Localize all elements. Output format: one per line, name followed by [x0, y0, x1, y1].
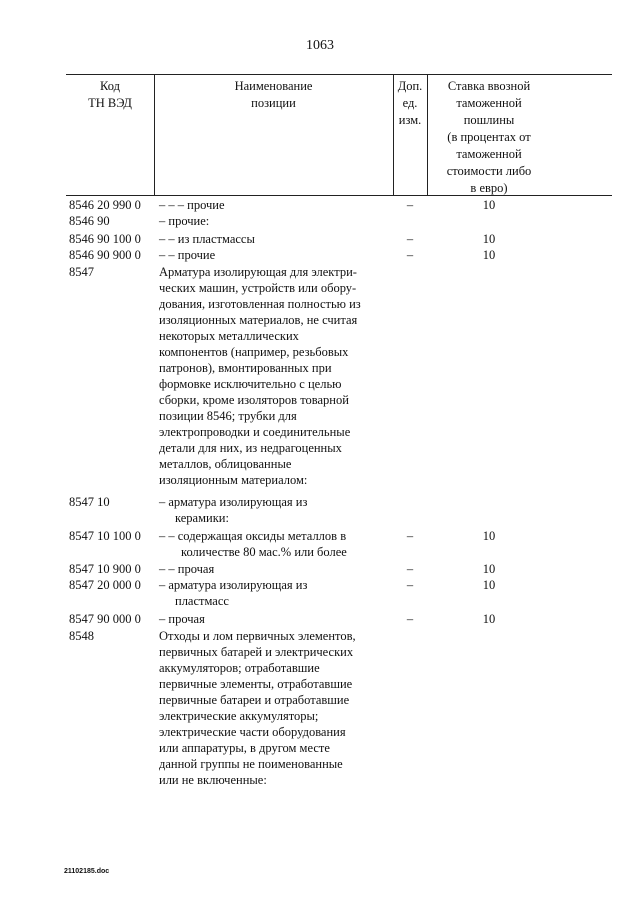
item-description	[159, 213, 391, 229]
item-description	[159, 231, 391, 247]
description-line: первичных батарей и электрических	[159, 645, 354, 659]
item-description	[159, 561, 391, 577]
description-line: электропроводки и соединительные	[159, 425, 351, 439]
description-line: количестве 80 мас.% или более	[181, 545, 347, 559]
header-unit-line: ед.	[402, 96, 418, 110]
item-description	[159, 577, 391, 609]
header-name-line: Наименование	[234, 79, 313, 93]
tariff-code: 8547 20 000 0	[69, 578, 141, 592]
description-line: данной группы не поименованные	[159, 757, 343, 771]
unit-value: –	[406, 198, 414, 212]
duty-rate: 10	[482, 612, 496, 626]
description-line: позиции 8546; трубки для	[159, 409, 297, 423]
description-line: некоторых металлических	[159, 329, 299, 343]
item-description	[159, 611, 391, 627]
tariff-code: 8546 90	[69, 214, 110, 228]
tariff-code: 8546 90 900 0	[69, 248, 141, 262]
description-line: компонентов (например, резьбовых	[159, 345, 349, 359]
description-line: изоляционным материалом:	[159, 473, 308, 487]
header-rate-line: Ставка ввозной	[447, 79, 531, 93]
header-code	[66, 78, 154, 112]
header-rate	[427, 78, 551, 197]
description-line: Отходы и лом первичных элементов,	[159, 629, 356, 643]
description-line: – – прочая	[159, 562, 215, 576]
duty-rate: 10	[482, 232, 496, 246]
description-line: или аппаратуры, в другом месте	[159, 741, 330, 755]
header-rate-line: таможенной	[456, 147, 522, 161]
description-line: электрические части оборудования	[159, 725, 346, 739]
item-description	[159, 628, 391, 788]
unit-value: –	[406, 529, 414, 543]
header-unit	[393, 78, 427, 129]
header-unit-line: Доп.	[397, 79, 423, 93]
description-line: электрические аккумуляторы;	[159, 709, 319, 723]
header-unit-line: изм.	[398, 113, 422, 127]
description-line: аккумуляторов; отработавшие	[159, 661, 320, 675]
unit-value: –	[406, 578, 414, 592]
header-code-line: Код	[100, 79, 120, 93]
header-code-line: ТН ВЭД	[88, 96, 132, 110]
description-line: формовке исключительно с целью	[159, 377, 342, 391]
item-description	[159, 494, 391, 526]
duty-rate: 10	[482, 562, 496, 576]
description-line: пластмасс	[175, 594, 229, 608]
page-number: 1063	[306, 38, 334, 53]
duty-rate: 10	[482, 578, 496, 592]
description-line: изоляционных материалов, не считая	[159, 313, 358, 327]
description-line: – прочие:	[159, 214, 210, 228]
tariff-code: 8547 10	[69, 495, 110, 509]
tariff-code: 8547 10 900 0	[69, 562, 141, 576]
header-rate-line: стоимости либо	[446, 164, 532, 178]
description-line: – прочая	[159, 612, 205, 626]
description-line: керамики:	[175, 511, 229, 525]
item-description	[159, 247, 391, 263]
unit-value: –	[406, 562, 414, 576]
description-line: патронов), вмонтированных при	[159, 361, 332, 375]
description-line: ческих машин, устройств или обору-	[159, 281, 357, 295]
description-line: металлов, облицованные	[159, 457, 292, 471]
description-line: дования, изготовленная полностью из	[159, 297, 361, 311]
header-name-line: позиции	[251, 96, 296, 110]
item-description	[159, 528, 391, 560]
tariff-code: 8548	[69, 629, 94, 643]
description-line: – – содержащая оксиды металлов в	[159, 529, 347, 543]
item-description	[159, 264, 391, 488]
tariff-code: 8546 20 990 0	[69, 198, 141, 212]
item-description	[159, 197, 391, 213]
tariff-code: 8547 90 000 0	[69, 612, 141, 626]
header-name	[154, 78, 393, 112]
duty-rate: 10	[482, 198, 496, 212]
unit-value: –	[406, 248, 414, 262]
duty-rate: 10	[482, 529, 496, 543]
tariff-code: 8547 10 100 0	[69, 529, 141, 543]
header-rate-line: таможенной	[456, 96, 522, 110]
duty-rate: 10	[482, 248, 496, 262]
description-line: сборки, кроме изоляторов товарной	[159, 393, 349, 407]
description-line: первичные элементы, отработавшие	[159, 677, 353, 691]
description-line: детали для них, из недрагоценных	[159, 441, 342, 455]
tariff-code: 8547	[69, 265, 94, 279]
header-rate-line: (в процентах от	[447, 130, 531, 144]
tariff-code: 8546 90 100 0	[69, 232, 141, 246]
description-line: Арматура изолирующая для электри-	[159, 265, 357, 279]
description-line: – – – прочие	[159, 198, 225, 212]
description-line: или не включенные:	[159, 773, 267, 787]
description-line: – – прочие	[159, 248, 216, 262]
unit-value: –	[406, 612, 414, 626]
description-line: первичные батареи и отработавшие	[159, 693, 350, 707]
header-rate-line: пошлины	[463, 113, 515, 127]
description-line: – – из пластмассы	[159, 232, 255, 246]
footer-filename: 21102185.doc	[64, 868, 110, 875]
header-rate-line: в евро)	[470, 181, 508, 195]
description-line: – арматура изолирующая из	[159, 578, 308, 592]
table-top-rule	[66, 74, 612, 75]
unit-value: –	[406, 232, 414, 246]
description-line: – арматура изолирующая из	[159, 495, 308, 509]
